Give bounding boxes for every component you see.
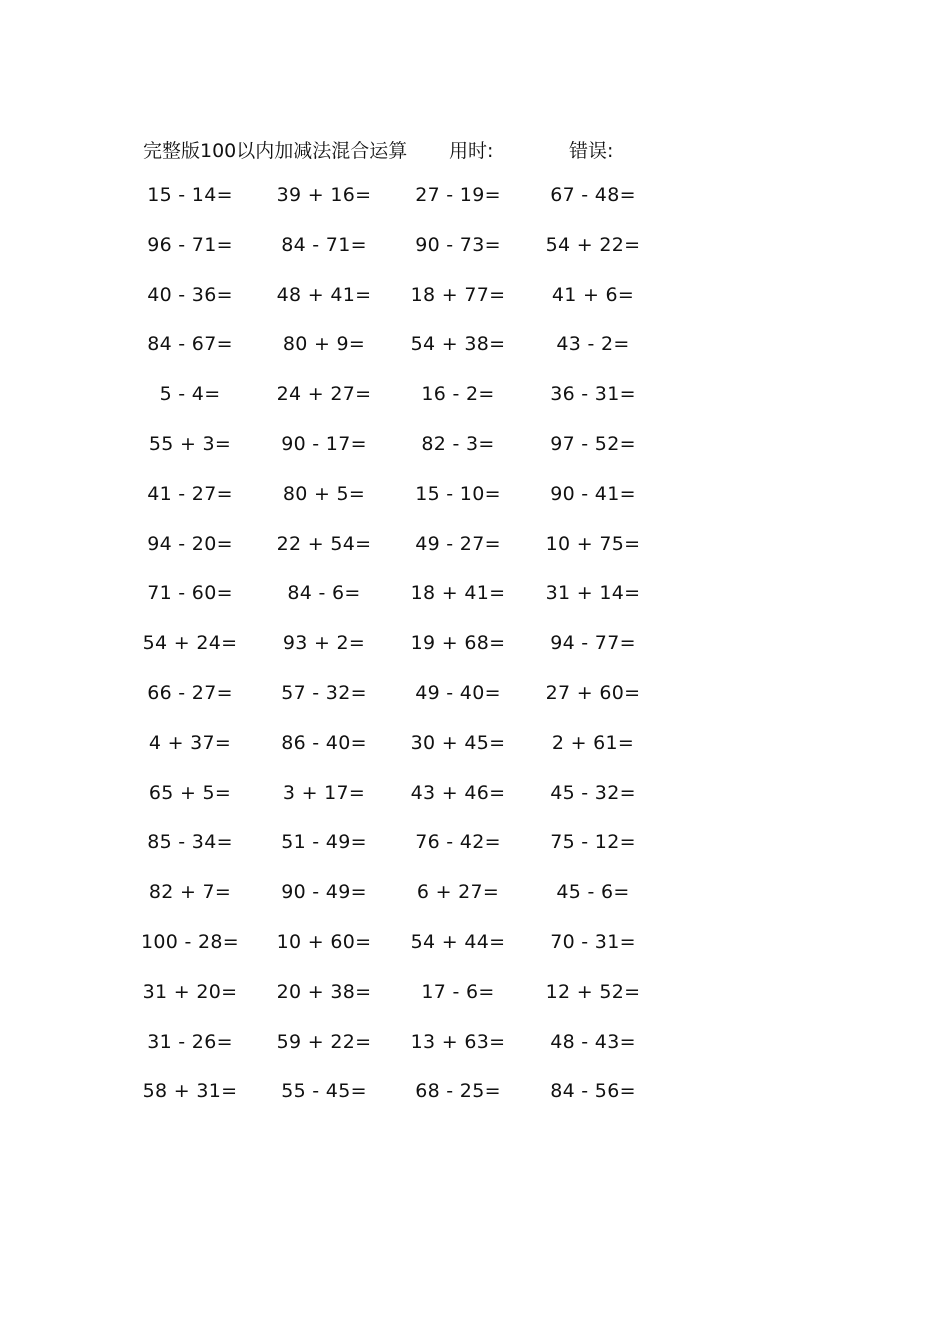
math-problem: 12 + 52= [545,980,641,1003]
time-label: 用时: [449,140,494,162]
math-problem: 90 - 49= [281,881,367,904]
math-problem: 54 + 24= [142,632,238,655]
math-problem: 54 + 44= [410,930,506,953]
problem-row [0,333,950,383]
math-problem: 41 + 6= [551,283,635,306]
math-problem: 31 + 14= [545,582,641,605]
math-problem: 13 + 63= [410,1030,506,1053]
math-problem: 49 - 40= [415,681,501,704]
math-problem: 84 - 6= [287,582,361,605]
math-problem: 84 - 67= [147,333,233,356]
problem-row [0,881,950,931]
math-problem: 3 + 17= [282,781,366,804]
problem-row [0,732,950,782]
problem-row [0,284,950,334]
math-problem: 49 - 27= [415,532,501,555]
math-problem: 39 + 16= [276,184,372,206]
math-problem: 45 - 6= [556,881,630,904]
math-problem: 70 - 31= [550,930,636,953]
math-problem: 100 - 28= [141,930,239,953]
math-problem: 90 - 41= [550,482,636,505]
math-problem: 4 + 37= [148,731,232,754]
math-problem: 51 - 49= [281,831,367,854]
math-problem: 19 + 68= [410,632,506,655]
problem-row [0,533,950,583]
math-problem: 96 - 71= [147,233,233,256]
math-problem: 67 - 48= [550,184,636,206]
math-problem: 90 - 73= [415,233,501,256]
problem-row [0,483,950,533]
math-problem: 16 - 2= [421,383,495,406]
math-problem: 84 - 71= [281,233,367,256]
math-problem: 82 - 3= [421,432,495,455]
math-problem: 17 - 6= [421,980,495,1003]
math-problem: 55 + 3= [148,432,232,455]
math-problem: 48 - 43= [550,1030,636,1053]
problem-row [0,433,950,483]
math-problem: 31 + 20= [142,980,238,1003]
math-problem: 10 + 75= [545,532,641,555]
math-problem: 24 + 27= [276,383,372,406]
math-problem: 94 - 20= [147,532,233,555]
math-problem: 18 + 77= [410,283,506,306]
math-problem: 40 - 36= [147,283,233,306]
math-problem: 54 + 22= [545,233,641,256]
math-problem: 58 + 31= [142,1080,238,1103]
problem-row [0,632,950,682]
math-problem: 27 + 60= [545,681,641,704]
math-problem: 54 + 38= [410,333,506,356]
math-problem: 43 - 2= [556,333,630,356]
worksheet-header [143,136,783,166]
problem-row [0,234,950,284]
math-problem: 93 + 2= [282,632,366,655]
math-problem: 84 - 56= [550,1080,636,1103]
math-problem: 94 - 77= [550,632,636,655]
math-problem: 86 - 40= [281,731,367,754]
worksheet-title: 完整版100以内加减法混合运算 [143,140,408,162]
math-problem: 5 - 4= [159,383,221,406]
math-problem: 22 + 54= [276,532,372,555]
math-problem: 80 + 9= [282,333,366,356]
math-problem: 18 + 41= [410,582,506,605]
math-problem: 15 - 14= [147,184,233,206]
math-problem: 2 + 61= [551,731,635,754]
math-problem: 55 - 45= [281,1080,367,1103]
math-problem: 80 + 5= [282,482,366,505]
problem-row [0,931,950,981]
math-problem: 82 + 7= [148,881,232,904]
math-problem: 45 - 32= [550,781,636,804]
math-problem: 10 + 60= [276,930,372,953]
errors-label: 错误: [569,140,614,162]
problem-row [0,383,950,433]
math-problem: 31 - 26= [147,1030,233,1053]
problem-row [0,981,950,1031]
math-problem: 66 - 27= [147,681,233,704]
math-problem: 20 + 38= [276,980,372,1003]
problem-row [0,831,950,881]
math-problem: 65 + 5= [148,781,232,804]
math-problem: 41 - 27= [147,482,233,505]
math-problem: 97 - 52= [550,432,636,455]
math-problem: 57 - 32= [281,681,367,704]
math-problem: 30 + 45= [410,731,506,754]
math-problem: 90 - 17= [281,432,367,455]
math-problem: 71 - 60= [147,582,233,605]
problem-row [0,184,950,234]
math-problem: 68 - 25= [415,1080,501,1103]
math-problem: 75 - 12= [550,831,636,854]
math-problem: 48 + 41= [276,283,372,306]
problem-row [0,682,950,732]
problem-row [0,582,950,632]
problem-row [0,1031,950,1081]
problem-grid [0,184,950,1130]
math-problem: 76 - 42= [415,831,501,854]
math-problem: 36 - 31= [550,383,636,406]
math-problem: 6 + 27= [416,881,500,904]
problem-row [0,782,950,832]
math-problem: 15 - 10= [415,482,501,505]
math-problem: 43 + 46= [410,781,506,804]
math-problem: 85 - 34= [147,831,233,854]
math-problem: 59 + 22= [276,1030,372,1053]
math-problem: 27 - 19= [415,184,501,206]
problem-row [0,1080,950,1130]
